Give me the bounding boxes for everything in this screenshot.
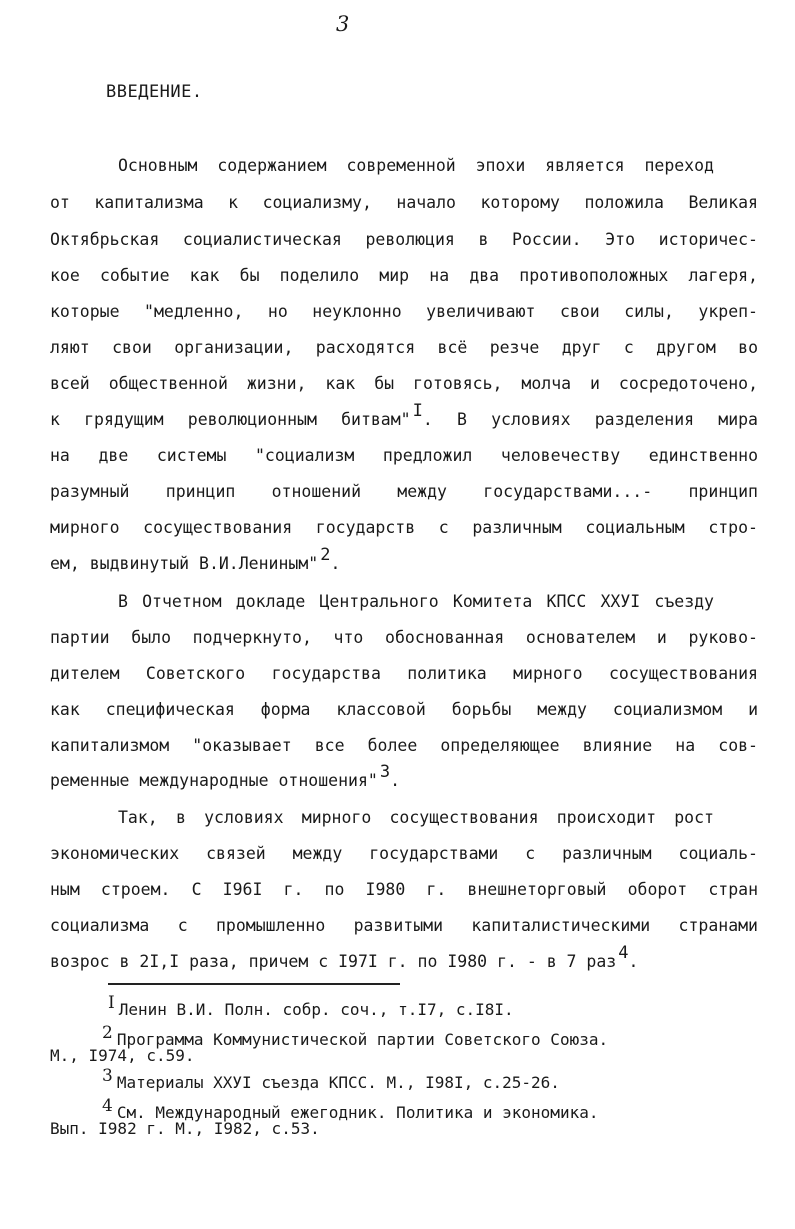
footnote-2-continued: М., I974, с.59. (50, 1046, 195, 1065)
page-number: 3 (336, 12, 350, 36)
body-line: Октябрьская социалистическая революция в России. Это историчес- (50, 230, 758, 249)
body-text: ременные международные отношения" (50, 771, 378, 790)
body-line-with-footnote (50, 545, 758, 574)
footnote-mark: 2 (320, 545, 331, 565)
body-text: . (330, 554, 341, 573)
body-text: . (390, 771, 401, 790)
body-line: мирного сосуществования государств с различным социальным стро- (50, 518, 758, 537)
body-line: разумный принцип отношений между государствами...- принцип (50, 482, 758, 501)
footnote-number: 2 (102, 1023, 113, 1043)
body-text: к грядущим революционным битвам" (50, 410, 411, 429)
body-text: ем, выдвинутый В.И.Лениным" (50, 554, 319, 573)
body-line: которые "медленно, но неуклонно увеличивают свои силы, укреп- (50, 302, 758, 321)
body-line: В Отчетном докладе Центрального Комитета КПСС XXУI съезду (118, 592, 714, 611)
footnote-3 (102, 1066, 560, 1093)
footnote-text: Ленин В.И. Полн. собр. соч., т.I7, с.I8I. (118, 1000, 514, 1019)
footnote-text: См. Международный ежегодник. Политика и экономика. (116, 1103, 599, 1122)
footnote-mark: I (412, 401, 423, 421)
body-line: ным строем. С I96I г. по I980 г. внешнеторговый оборот стран (50, 880, 758, 899)
body-line-with-footnote (50, 762, 758, 791)
body-line: капитализмом "оказывает все более определяющее влияние на сов- (50, 736, 758, 755)
body-line-with-footnote (50, 943, 758, 972)
body-line: Так, в условиях мирного сосуществования происходит рост (118, 808, 714, 827)
body-line: Основным содержанием современной эпохи является переход (118, 156, 714, 175)
footnote-number: 4 (102, 1096, 113, 1116)
body-line: дителем Советского государства политика мирного сосуществования (50, 664, 758, 683)
body-text: . В условиях разделения мира (422, 410, 758, 429)
body-line: социализма с промышленно развитыми капиталистическими странами (50, 916, 758, 935)
footnote-mark: 3 (379, 762, 391, 782)
body-text: возрос в 2I,I раза, причем с I97I г. по I980 г. - в 7 раз (50, 952, 617, 971)
body-line: партии было подчеркнуто, что обоснованная основателем и руково- (50, 628, 758, 647)
footnote-4-continued: Вып. I982 г. М., I982, с.53. (50, 1119, 320, 1138)
body-line: экономических связей между государствами с различным социаль- (50, 844, 758, 863)
footnote-divider (108, 983, 400, 985)
footnote-text: Материалы XXУI съезда КПСС. М., I98I, с.25-26. (116, 1073, 560, 1092)
body-line: на две системы "социализм предложил человечеству единственно (50, 446, 758, 465)
body-line: от капитализма к социализму, начало которому положила Великая (50, 193, 758, 212)
body-line: ляют свои организации, расходятся всё резче друг с другом во (50, 338, 758, 357)
body-line: как специфическая форма классовой борьбы между социализмом и (50, 700, 758, 719)
footnote-number: I (108, 993, 115, 1013)
footnote-mark: 4 (618, 943, 629, 963)
footnote-1 (108, 993, 514, 1020)
body-text: . (628, 952, 639, 971)
section-heading: ВВЕДЕНИЕ. (106, 82, 203, 102)
footnote-number: 3 (102, 1066, 113, 1086)
body-line: всей общественной жизни, как бы готовясь, молча и сосредоточено, (50, 374, 758, 393)
footnote-text: Программа Коммунистической партии Советского Союза. (116, 1030, 609, 1049)
body-line-with-footnote (50, 401, 758, 430)
body-line: кое событие как бы поделило мир на два противоположных лагеря, (50, 266, 758, 285)
